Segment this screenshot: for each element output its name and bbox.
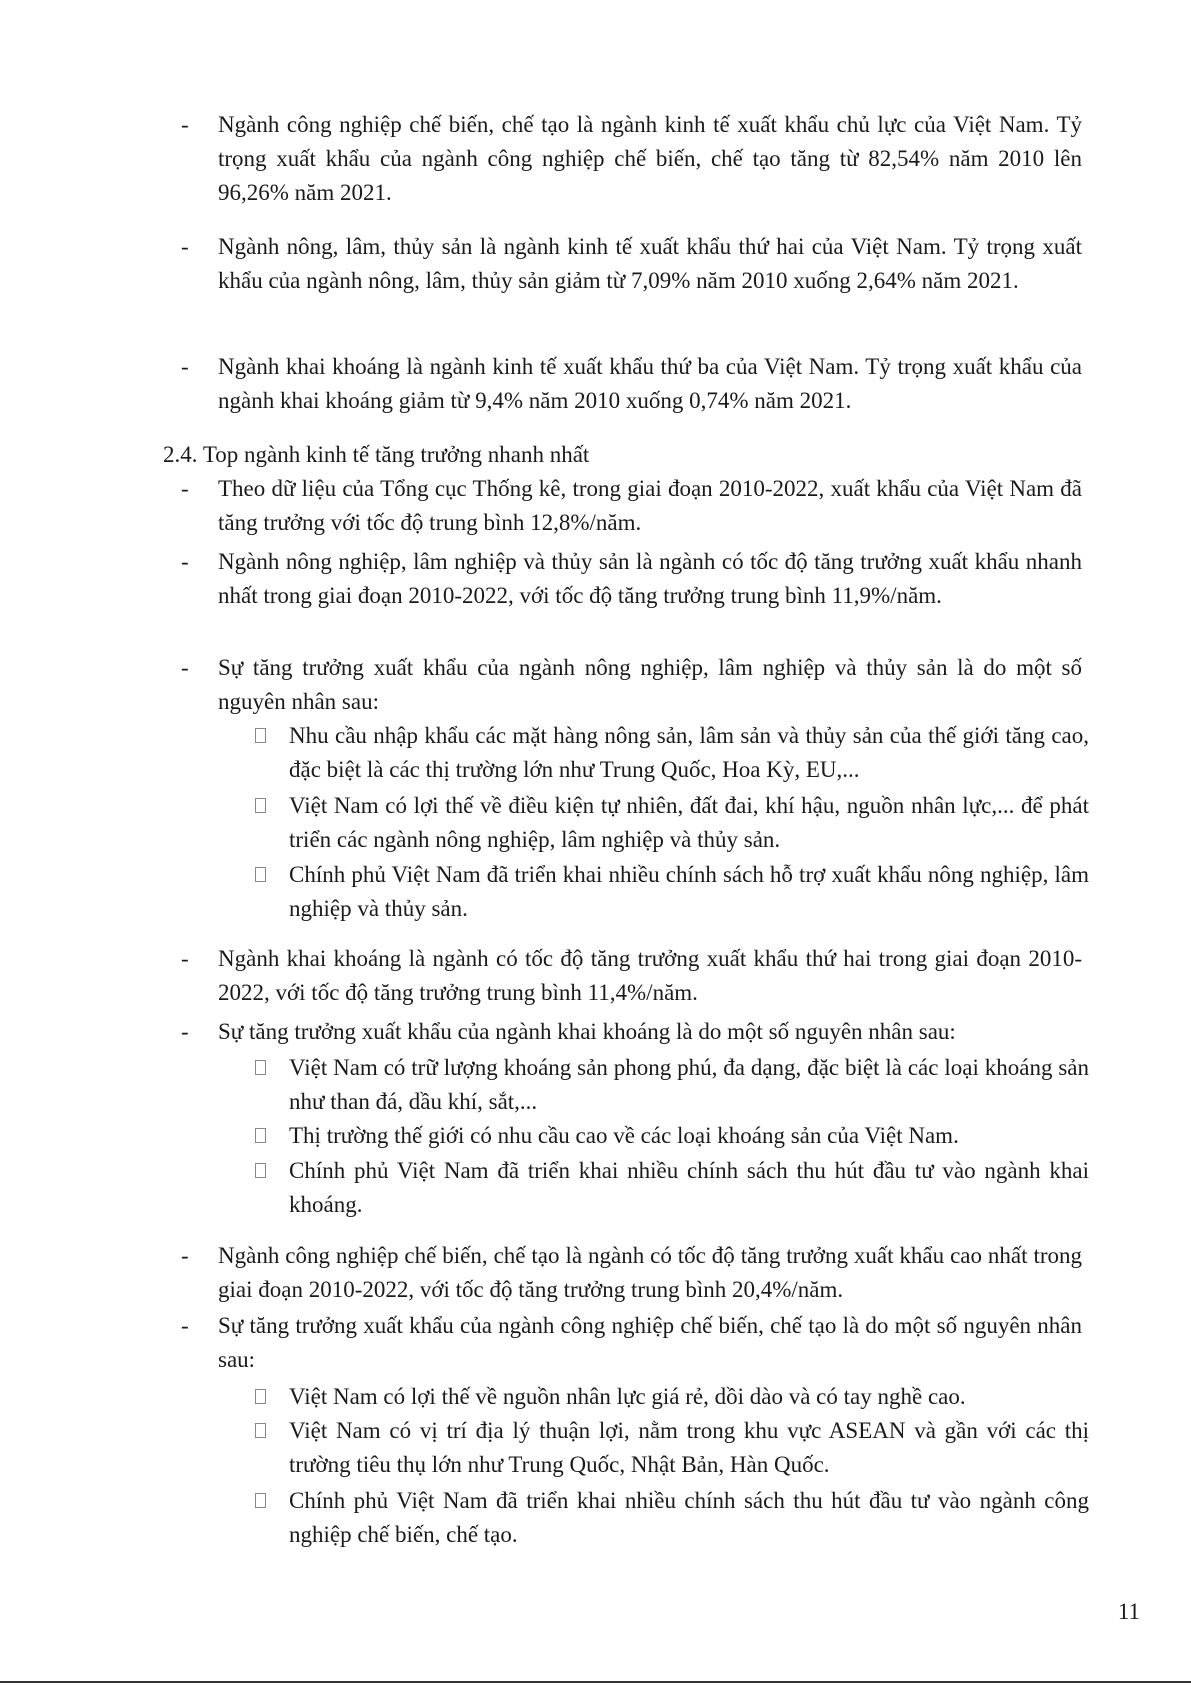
checkbox-glyph-icon: [255, 867, 266, 882]
checkbox-glyph-icon: [255, 1423, 266, 1438]
paragraph-text: Ngành công nghiệp chế biến, chế tạo là ngành có tốc độ tăng trưởng xuất khẩu cao nhất trong giai đoạn 2010-2022, với tốc độ tăng trưởng trung bình 20,4%/năm.: [218, 1243, 1082, 1302]
paragraph-text: Ngành nông, lâm, thủy sản là ngành kinh tế xuất khẩu thứ hai của Việt Nam. Tỷ trọng xuất khẩu của ngành nông, lâm, thủy sản giảm từ 7,09% năm 2010 xuống 2,64% năm 2021.: [218, 234, 1082, 293]
bullet-paragraph: [218, 472, 1082, 540]
checkbox-glyph-icon: [255, 1493, 266, 1508]
sub-bullet-item: [289, 1051, 1089, 1119]
bullet-paragraph: [218, 545, 1082, 613]
checkbox-glyph-icon: [255, 1128, 266, 1143]
paragraph-text: Ngành nông nghiệp, lâm nghiệp và thủy sản là ngành có tốc độ tăng trưởng xuất khẩu nhanh nhất trong giai đoạn 2010-2022, với tốc độ tăng trưởng trung bình 11,9%/năm.: [218, 549, 1082, 608]
bullet-paragraph: [218, 230, 1082, 298]
sub-bullet-item: [289, 1154, 1089, 1222]
checkbox-glyph-icon: [255, 728, 266, 743]
bullet-paragraph: [218, 1309, 1082, 1377]
bullet-paragraph: [218, 1239, 1082, 1307]
paragraph-text: Sự tăng trưởng xuất khẩu của ngành công nghiệp chế biến, chế tạo là do một số nguyên nhân sau:: [218, 1313, 1082, 1372]
sub-bullet-text: Việt Nam có vị trí địa lý thuận lợi, nằm trong khu vực ASEAN và gần với các thị trường tiêu thụ lớn như Trung Quốc, Nhật Bản, Hàn Quốc.: [289, 1418, 1089, 1477]
page-number: 11: [1117, 1599, 1140, 1624]
checkbox-glyph-icon: [255, 1060, 266, 1075]
checkbox-glyph-icon: [255, 1389, 266, 1404]
bullet-paragraph: [218, 942, 1082, 1010]
sub-bullet-text: Việt Nam có trữ lượng khoáng sản phong phú, đa dạng, đặc biệt là các loại khoáng sản như than đá, dầu khí, sắt,...: [289, 1055, 1089, 1114]
paragraph-text: Ngành công nghiệp chế biến, chế tạo là ngành kinh tế xuất khẩu chủ lực của Việt Nam. Tỷ trọng xuất khẩu của ngành công nghiệp chế biến, chế tạo tăng từ 82,54% năm 2010 lên 96,26% năm 2021.: [218, 112, 1082, 205]
checkbox-glyph-icon: [255, 798, 266, 813]
sub-bullet-item: [289, 1414, 1089, 1482]
sub-bullet-item: [289, 719, 1089, 787]
sub-bullet-item: [289, 1380, 1089, 1414]
checkbox-glyph-icon: [255, 1163, 266, 1178]
sub-bullet-text: Việt Nam có lợi thế về điều kiện tự nhiên, đất đai, khí hậu, nguồn nhân lực,... để phát triển các ngành nông nghiệp, lâm nghiệp và thủy sản.: [289, 793, 1089, 852]
bullet-paragraph: [218, 350, 1082, 418]
sub-bullet-item: [289, 1119, 1089, 1153]
paragraph-text: Ngành khai khoáng là ngành có tốc độ tăng trưởng xuất khẩu thứ hai trong giai đoạn 2010-2022, với tốc độ tăng trưởng trung bình 11,4%/năm.: [218, 946, 1082, 1005]
sub-bullet-text: Nhu cầu nhập khẩu các mặt hàng nông sản, lâm sản và thủy sản của thế giới tăng cao, đặc biệt là các thị trường lớn như Trung Quốc, Hoa Kỳ, EU,...: [289, 723, 1089, 782]
sub-bullet-text: Việt Nam có lợi thế về nguồn nhân lực giá rẻ, dồi dào và có tay nghề cao.: [289, 1384, 966, 1409]
bullet-paragraph: [218, 651, 1082, 719]
section-heading: 2.4. Top ngành kinh tế tăng trưởng nhanh nhất: [163, 442, 590, 467]
sub-bullet-text: Chính phủ Việt Nam đã triển khai nhiều chính sách hỗ trợ xuất khẩu nông nghiệp, lâm nghiệp và thủy sản.: [289, 862, 1089, 921]
paragraph-text: Sự tăng trưởng xuất khẩu của ngành nông nghiệp, lâm nghiệp và thủy sản là do một số nguyên nhân sau:: [218, 655, 1082, 714]
sub-bullet-text: Thị trường thế giới có nhu cầu cao về các loại khoáng sản của Việt Nam.: [289, 1123, 959, 1148]
sub-bullet-item: [289, 1484, 1089, 1552]
paragraph-text: Theo dữ liệu của Tổng cục Thống kê, trong giai đoạn 2010-2022, xuất khẩu của Việt Nam đã tăng trưởng với tốc độ trung bình 12,8%/năm.: [218, 476, 1082, 535]
bullet-paragraph: [218, 108, 1082, 210]
sub-bullet-text: Chính phủ Việt Nam đã triển khai nhiều chính sách thu hút đầu tư vào ngành công nghiệp chế biến, chế tạo.: [289, 1488, 1089, 1547]
sub-bullet-item: [289, 858, 1089, 926]
footer-divider: [0, 1681, 1191, 1683]
paragraph-text: Ngành khai khoáng là ngành kinh tế xuất khẩu thứ ba của Việt Nam. Tỷ trọng xuất khẩu của ngành khai khoáng giảm từ 9,4% năm 2010 xuống 0,74% năm 2021.: [218, 354, 1082, 413]
sub-bullet-text: Chính phủ Việt Nam đã triển khai nhiều chính sách thu hút đầu tư vào ngành khai khoáng.: [289, 1158, 1089, 1217]
bullet-paragraph: [218, 1015, 1082, 1049]
sub-bullet-item: [289, 789, 1089, 857]
paragraph-text: Sự tăng trưởng xuất khẩu của ngành khai khoáng là do một số nguyên nhân sau:: [218, 1019, 956, 1044]
